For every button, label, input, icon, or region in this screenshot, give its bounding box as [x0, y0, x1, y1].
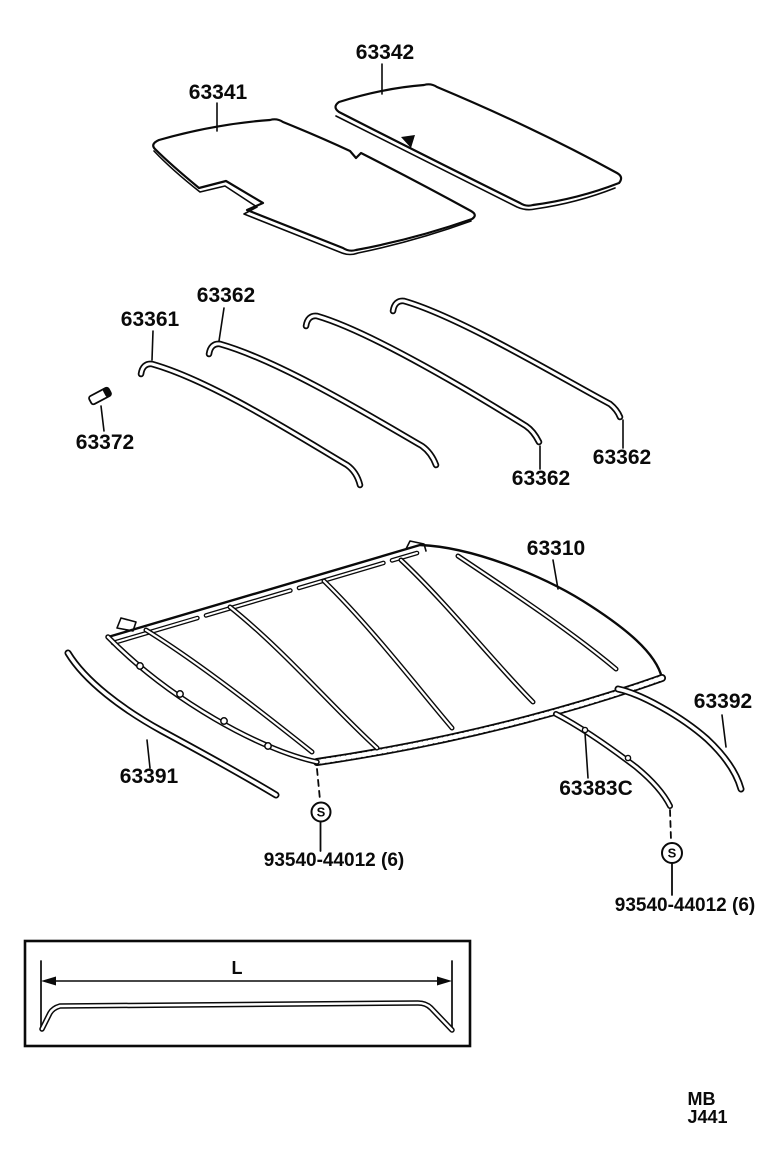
- panel-63341-headlining-front: [153, 119, 475, 254]
- rail-clip-mark: [582, 727, 587, 732]
- left-corner-tab: [117, 618, 136, 631]
- part-label-63362-mid: 63362: [511, 467, 571, 490]
- part-label-63361: 63361: [120, 308, 180, 331]
- dimension-box: [25, 941, 470, 1046]
- bow-length-profile: [42, 1003, 452, 1030]
- screw-symbol-left: S: [316, 804, 326, 820]
- bow-63362-second: [306, 316, 539, 442]
- part-label-63383c: 63383C: [559, 777, 633, 800]
- flange-clip-bump: [177, 691, 183, 697]
- part-label-63310: 63310: [526, 537, 586, 560]
- screw-symbol-right: S: [667, 845, 677, 861]
- part-label-63362-top: 63362: [196, 284, 256, 307]
- dimension-letter: L: [231, 958, 243, 978]
- part-label-63391: 63391: [119, 765, 179, 788]
- panel-63342-headlining-rear: [336, 84, 622, 209]
- fastener-part-number-right: 93540-44012 (6): [614, 895, 756, 916]
- flange-clip-bump: [265, 743, 271, 749]
- part-label-63342: 63342: [355, 41, 415, 64]
- part-label-63362-right: 63362: [592, 446, 652, 469]
- bow-63362-third: [393, 301, 620, 417]
- clip-63372: [88, 387, 112, 405]
- flange-clip-bump: [221, 718, 227, 724]
- part-label-63341: 63341: [188, 81, 248, 104]
- leader-lines: [101, 64, 726, 778]
- rail-clip-mark: [625, 755, 630, 760]
- part-label-63392: 63392: [693, 690, 753, 713]
- bow-63361: [141, 364, 360, 485]
- part-label-63372: 63372: [75, 431, 135, 454]
- page-code: MB J441: [687, 1089, 728, 1127]
- fastener-part-number-left: 93540-44012 (6): [263, 850, 405, 871]
- dimension-arrowhead-right: [437, 977, 452, 986]
- flange-clip-bump: [137, 663, 143, 669]
- dimension-arrowhead-left: [41, 977, 56, 986]
